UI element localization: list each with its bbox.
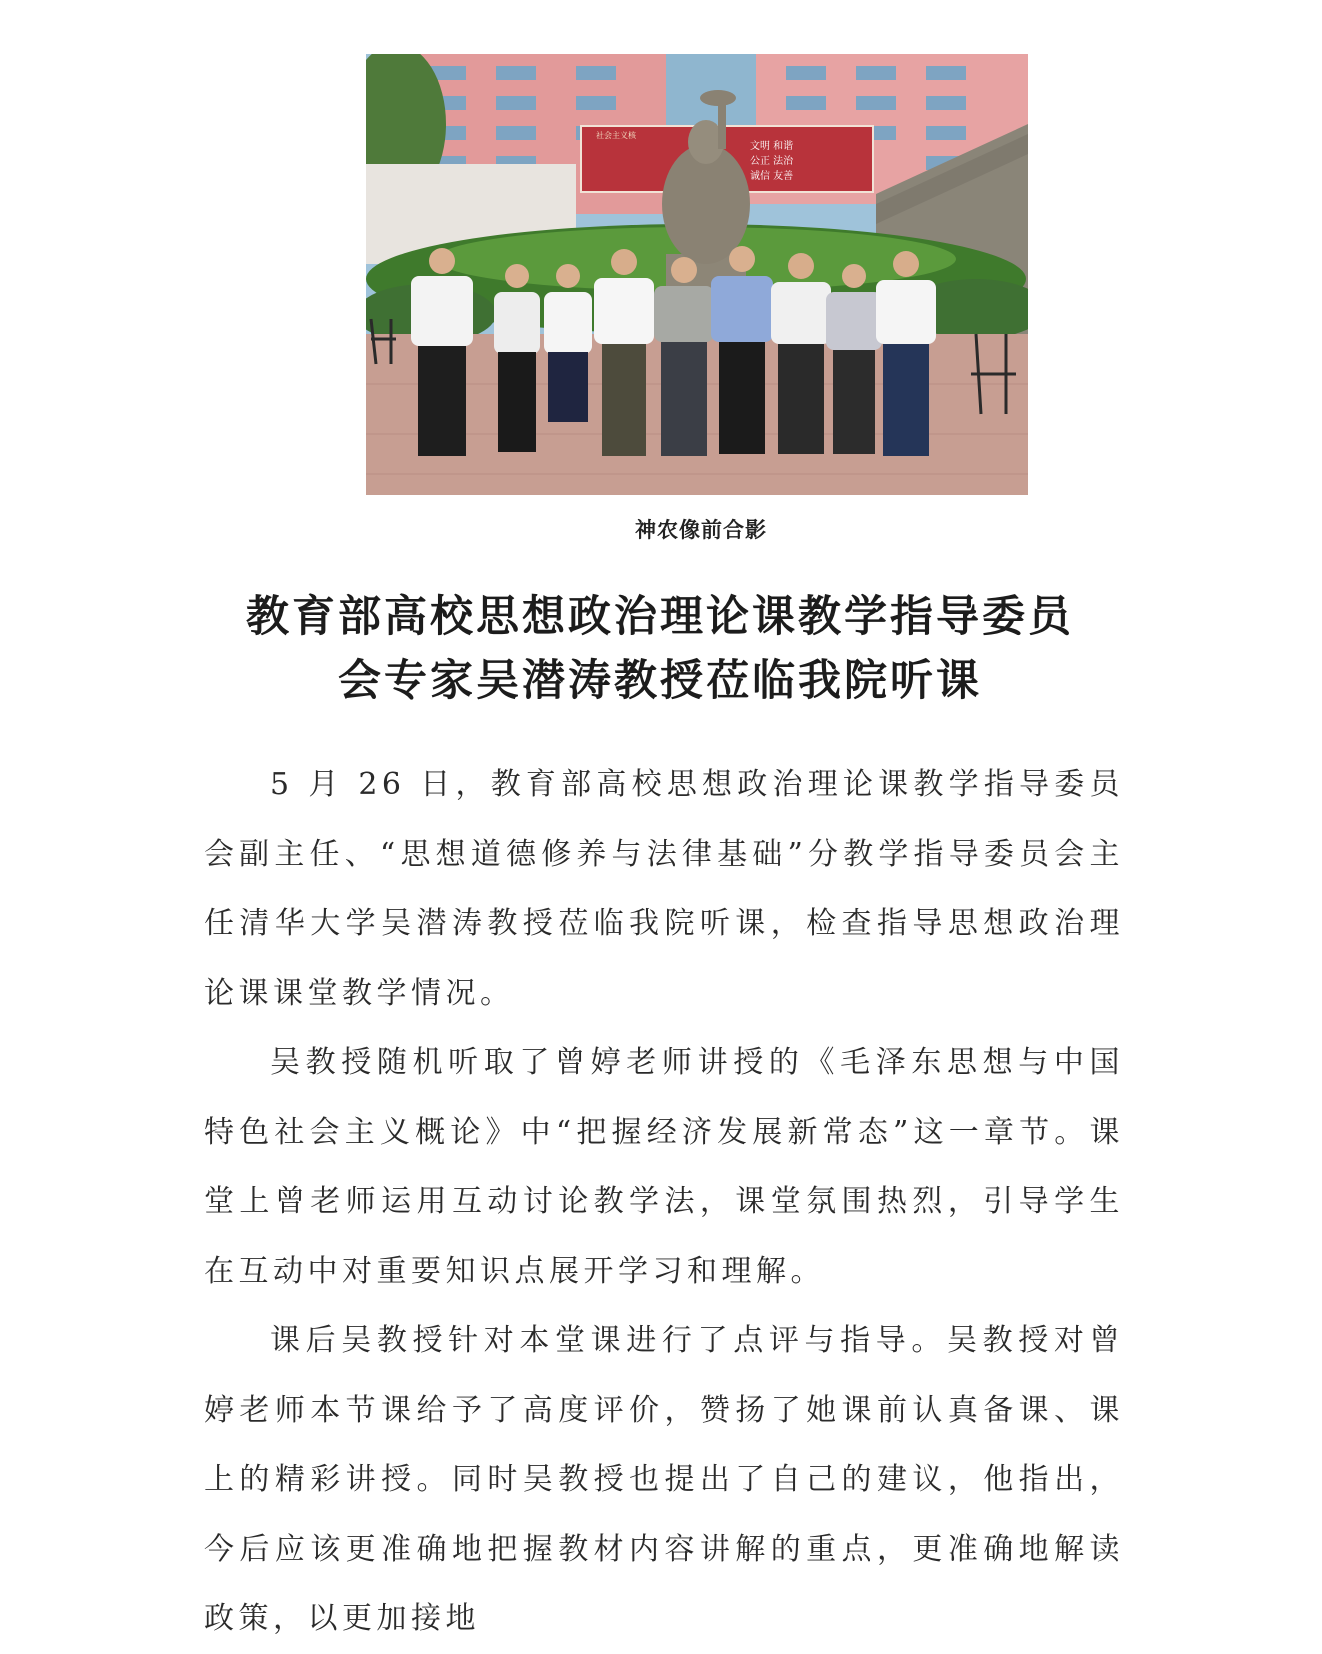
banner-line-2: 公正 法治 [750,156,794,167]
paragraph-1: 5 月 26 日，教育部高校思想政治理论课教学指导委员会副主任、“思想道德修养与法律基础”分教学指导委员会主任清华大学吴潜涛教授莅临我院听课，检查指导思想政治理论课课堂教学情况。 [204,767,1124,1011]
article-body [204,750,1124,1654]
article-title-line-1: 教育部高校思想政治理论课教学指导委员 [246,592,1074,642]
group-photo [366,54,1028,495]
article-title [180,585,1140,713]
banner-small-text: 社会主义核 [596,131,636,140]
paragraph-2: 吴教授随机听取了曾婷老师讲授的《毛泽东思想与中国特色社会主义概论》中“把握经济发展新常态”这一章节。课堂上曾老师运用互动讨论教学法，课堂氛围热烈，引导学生在互动中对重要知识点展开学习和理解。 [204,1045,1124,1289]
banner-line-1: 文明 和谐 [750,141,794,152]
group-photo-illustration [366,54,1028,495]
banner-line-3: 诚信 友善 [750,171,794,182]
article-title-line-2: 会专家吴潜涛教授莅临我院听课 [338,656,982,706]
paragraph-3: 课后吴教授针对本堂课进行了点评与指导。吴教授对曾婷老师本节课给予了高度评价，赞扬了她课前认真备课、课上的精彩讲授。同时吴教授也提出了自己的建议，他指出，今后应该更准确地把握教材内容讲解的重点，更准确地解读政策，以更加接地 [204,1323,1124,1636]
photo-caption: 神农像前合影 [635,518,767,542]
